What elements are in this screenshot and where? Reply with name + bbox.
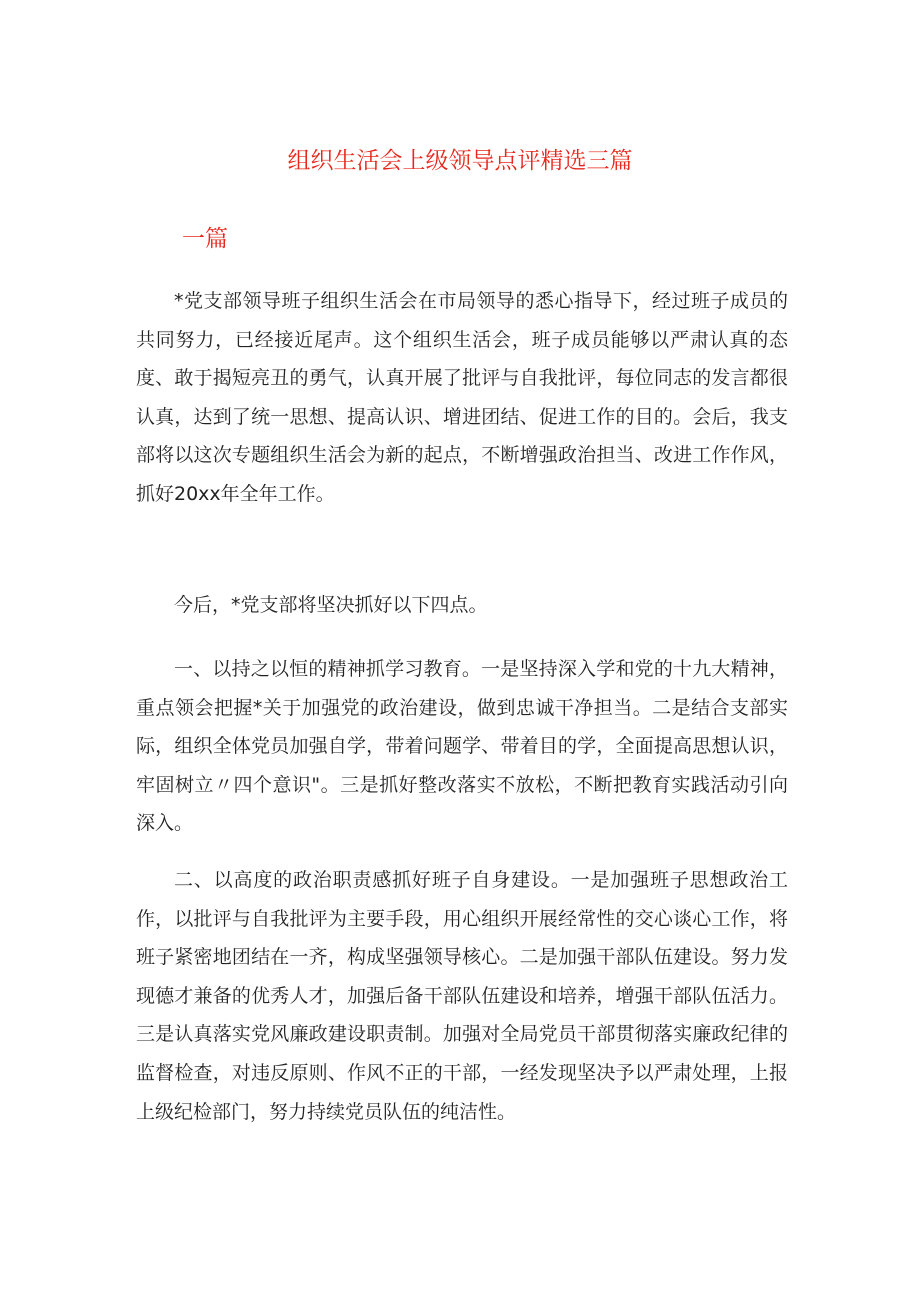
document-title: 组织生活会上级领导点评精选三篇 — [287, 148, 633, 174]
paragraph: 二、以高度的政治职责感抓好班子自身建设。一是加强班子思想政治工作，以批评与自我批评为主要手段，用心组织开展经常性的交心谈心工作，将班子紧密地团结在一齐，构成坚强领导核心。二是加强干部队伍建设。努力发现德才兼备的优秀人才，加强后备干部队伍建设和培养，增强干部队伍活力。三是认真落实党风廉政建设职责制。加强对全局党员干部贯彻落实廉政纪律的监督检查，对违反原则、作风不正的干部，一经发现坚决予以严肃处理，上报上级纪检部门，努力持续党员队伍的纯洁性。 — [136, 869, 788, 1123]
paragraph: 今后，*党支部将坚决抓好以下四点。 — [174, 594, 488, 616]
paragraph: *党支部领导班子组织生活会在市局领导的悉心指导下，经过班子成员的共同努力，已经接近尾声。这个组织生活会，班子成员能够以严肃认真的态度、敢于揭短亮丑的勇气，认真开展了批评与自我批评，每位同志的发言都很认真，达到了统一思想、提高认识、增进团结、促进工作的目的。会后，我支部将以这次专题组织生活会为新的起点，不断增强政治担当、改进工作作风，抓好20xx年全年工作。 — [136, 290, 788, 505]
paragraph: 一、以持之以恒的精神抓学习教育。一是坚持深入学和党的十九大精神，重点领会把握*关于加强党的政治建设，做到忠诚干净担当。二是结合支部实际，组织全体党员加强自学，带着问题学、带着目的学，全面提高思想认识，牢固树立〃四个意识"。三是抓好整改落实不放松，不断把教育实践活动引向深入。 — [136, 658, 788, 835]
section-heading: 一篇 — [182, 226, 228, 252]
